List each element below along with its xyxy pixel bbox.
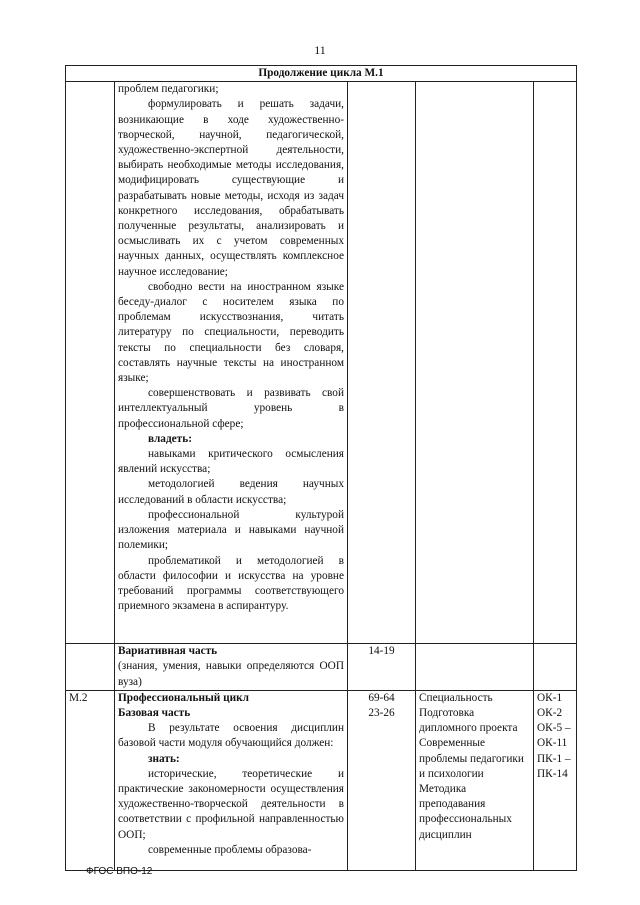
table-header-row [66, 66, 577, 82]
m2-description [115, 690, 348, 870]
m2-row [66, 690, 577, 870]
m2-title: Профессиональный цикл [118, 691, 249, 704]
footer-label: ФГОС ВПО-12 [86, 866, 153, 877]
continuation-paragraph: владеть: [148, 432, 192, 445]
continuation-paragraph: проблематикой и методологией в области философии и искусства на уровне требований программы соответствующего приемного экзамена в аспирантуру. [118, 554, 344, 613]
disciplines-cell [416, 644, 534, 691]
disciplines-cell [416, 82, 534, 644]
competency-item: ОК-11 [537, 737, 568, 750]
m2-know-label: знать: [148, 752, 180, 765]
continuation-row [66, 82, 577, 644]
discipline-item: Подготовка дипломного проекта [419, 707, 518, 735]
m2-credits-base: 23-26 [368, 707, 395, 720]
m2-subtitle: Базовая часть [118, 707, 191, 720]
continuation-description [115, 82, 348, 644]
page-number: 11 [314, 43, 326, 57]
variative-credits: 14-19 [348, 644, 416, 691]
discipline-item: Методика преподавания профессиональных дисциплин [419, 783, 512, 841]
continuation-text [118, 82, 344, 614]
m2-item: современные проблемы образова- [148, 843, 312, 856]
continuation-paragraph: методологией ведения научных исследований в области искусства; [118, 478, 344, 506]
variative-description [115, 644, 348, 691]
discipline-item: Специальность [419, 691, 493, 704]
competency-item: ОК-1 [537, 691, 563, 704]
m2-disciplines [416, 690, 534, 870]
competencies-cell [534, 644, 577, 691]
competency-item: ПК-14 [537, 767, 568, 780]
credits-cell [348, 82, 416, 644]
code-cell [66, 644, 115, 691]
code-cell [66, 82, 115, 644]
variative-note: (знания, умения, навыки определяются ООП вуза) [118, 660, 344, 688]
m2-credits [348, 690, 416, 870]
m2-competencies [534, 690, 577, 870]
continuation-paragraph: свободно вести на иностранном языке беседу-диалог с носителем языка по проблемам искусствознания, читать литературу по специальности, переводить тексты по специальности без словаря, составлять научные тексты на иностранном языке; [118, 280, 344, 385]
discipline-item: Современные проблемы педагогики и психологии [419, 737, 524, 780]
m2-intro: В результате освоения дисциплин базовой части модуля обучающийся должен: [118, 722, 344, 750]
continuation-paragraph: навыками критического осмысления явлений искусства; [118, 448, 344, 476]
variative-title: Вариативная часть [118, 645, 218, 658]
variative-row [66, 644, 577, 691]
cycle-header: Продолжение цикла М.1 [66, 66, 577, 82]
m2-item: исторические, теоретические и практические закономерности осуществления художественно-творческой деятельности в соответствии с профильной направленностью ООП; [118, 767, 344, 841]
continuation-paragraph: проблем педагогики; [118, 83, 219, 96]
continuation-paragraph: профессиональной культурой изложения материала и навыками научной полемики; [118, 508, 344, 552]
m2-credits-total: 69-64 [368, 691, 395, 704]
competencies-cell [534, 82, 577, 644]
curriculum-table [65, 65, 577, 871]
continuation-paragraph: формулировать и решать задачи, возникающие в ходе художественно-творческой, научной, педагогической, художественно-экспертной деятельности, выбирать необходимые методы исследования, модифицировать существующие и разрабатывать новые методы, исходя из задач конкретного исследования, обрабатывать полученные результаты, анализировать и осмысливать их с учетом современных научных данных, осуществлять комплексное научное исследование; [118, 98, 344, 278]
competency-item: ОК-2 [537, 707, 563, 720]
competency-item: ОК-5 – [537, 722, 571, 735]
m2-code: М.2 [66, 690, 115, 870]
continuation-paragraph: совершенствовать и развивать свой интеллектуальный уровень в профессиональной сфере; [118, 387, 344, 430]
competency-item: ПК-1 – [537, 752, 571, 765]
